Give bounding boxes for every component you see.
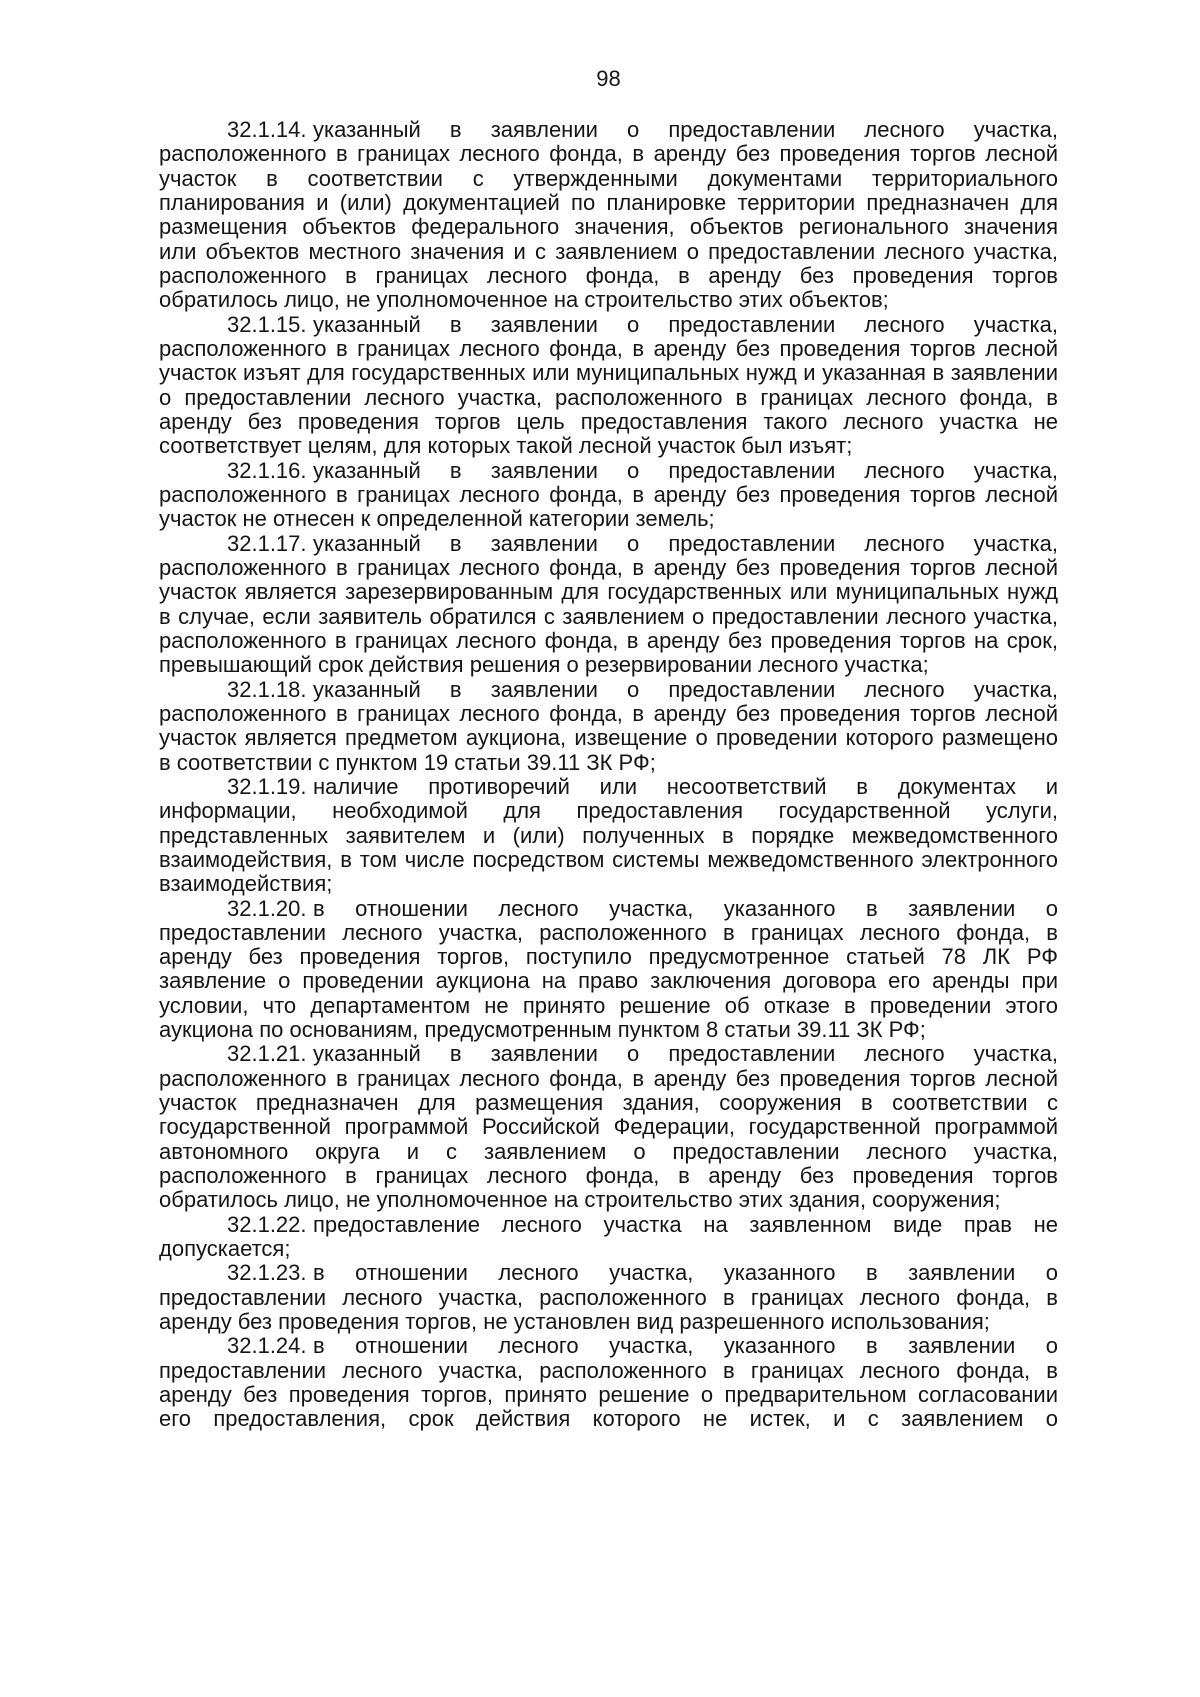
- clause-line: участок является предметом аукциона, извещение о проведении которого размещено: [159, 725, 1058, 751]
- clause-line: расположенного в границах лесного фонда, в аренду без проведения торгов: [159, 1163, 1058, 1189]
- clause-line: [159, 1261, 1058, 1285]
- clause-line: предоставлении лесного участка, расположенного в границах лесного фонда, в: [159, 1284, 1058, 1310]
- clause-line: аренду без проведения торгов, принято решение о предварительном согласовании: [159, 1382, 1058, 1408]
- clause-line: расположенного в границах лесного фонда, в аренду без проведения торгов лесной: [159, 335, 1058, 361]
- clause-line: расположенного в границах лесного фонда, в аренду без проведения торгов лесной: [159, 481, 1058, 507]
- clause-line: аренду без проведения торгов, поступило предусмотренное статьей 78 ЛК РФ: [159, 944, 1058, 970]
- clause-line: его предоставления, срок действия которого не истек, и с заявлением о: [159, 1406, 1058, 1432]
- clause-line: [159, 118, 1058, 142]
- clause-line: аренду без проведения торгов цель предоставления такого лесного участка не: [159, 408, 1058, 434]
- clause-text: в отношении лесного участка, указанного в заявлении о: [313, 1260, 1058, 1286]
- clause-line: [159, 1334, 1058, 1358]
- clause-line: участок в соответствии с утвержденными документами территориального: [159, 165, 1058, 191]
- clause-line: расположенного в границах лесного фонда, в аренду без проведения торгов лесной: [159, 1065, 1058, 1091]
- clause-line: [159, 897, 1058, 921]
- clause-line: аренду без проведения торгов, не установлен вид разрешенного использования;: [159, 1309, 990, 1335]
- clause-32-1-15: [159, 313, 1058, 459]
- clause-32-1-20: [159, 897, 1058, 1043]
- clause-line: [159, 1042, 1058, 1066]
- clause-number: 32.1.18.: [227, 676, 307, 702]
- clause-line: [159, 1213, 1058, 1237]
- clause-32-1-22: [159, 1213, 1058, 1262]
- clause-text: указанный в заявлении о предоставлении лесного участка,: [313, 311, 1058, 337]
- clause-32-1-19: [159, 775, 1058, 897]
- clause-line: предоставлении лесного участка, расположенного в границах лесного фонда, в: [159, 919, 1058, 945]
- clause-number: 32.1.24.: [227, 1333, 307, 1359]
- clause-32-1-18: [159, 678, 1058, 775]
- clause-text: указанный в заявлении о предоставлении лесного участка,: [313, 457, 1058, 483]
- clause-32-1-21: [159, 1042, 1058, 1212]
- clause-line: в соответствии с пунктом 19 статьи 39.11 ЗК РФ;: [159, 749, 656, 775]
- clause-line: [159, 459, 1058, 483]
- clause-line: условии, что департаментом не принято решение об отказе в проведении этого: [159, 992, 1058, 1018]
- clause-number: 32.1.21.: [227, 1041, 307, 1067]
- clause-number: 32.1.16.: [227, 457, 307, 483]
- clause-line: или объектов местного значения и с заявлением о предоставлении лесного участка,: [159, 238, 1058, 264]
- clause-text: указанный в заявлении о предоставлении лесного участка,: [313, 117, 1058, 142]
- clause-line: [159, 313, 1058, 337]
- clause-number: 32.1.20.: [227, 895, 307, 921]
- clause-line: участок является зарезервированным для государственных или муниципальных нужд: [159, 579, 1058, 605]
- clause-line: [159, 532, 1058, 556]
- clause-line: расположенного в границах лесного фонда, в аренду без проведения торгов: [159, 262, 1058, 288]
- clause-line: участок изъят для государственных или муниципальных нужд и указанная в заявлении: [159, 360, 1058, 386]
- clause-line: заявление о проведении аукциона на право заключения договора его аренды при: [159, 968, 1058, 994]
- clause-number: 32.1.14.: [227, 117, 307, 142]
- clause-line: взаимодействия;: [159, 871, 333, 897]
- clause-line: расположенного в границах лесного фонда, в аренду без проведения торгов на срок,: [159, 627, 1058, 653]
- clause-32-1-23: [159, 1261, 1058, 1334]
- clause-line: допускается;: [159, 1236, 291, 1262]
- clause-line: аукциона по основаниям, предусмотренным пунктом 8 статьи 39.11 ЗК РФ;: [159, 1017, 926, 1043]
- clause-text: предоставление лесного участка на заявленном виде прав не: [313, 1211, 1058, 1237]
- clause-number: 32.1.17.: [227, 530, 307, 556]
- clause-line: в случае, если заявитель обратился с заявлением о предоставлении лесного участка,: [159, 603, 1058, 629]
- clause-line: соответствует целям, для которых такой лесной участок был изъят;: [159, 433, 853, 459]
- clause-line: [159, 678, 1058, 702]
- clause-line: обратилось лицо, не уполномоченное на строительство этих здания, сооружения;: [159, 1187, 1001, 1213]
- document-body: [159, 118, 1058, 1432]
- clause-text: указанный в заявлении о предоставлении лесного участка,: [313, 676, 1058, 702]
- clause-line: планирования и (или) документацией по планировке территории предназначен для: [159, 189, 1058, 215]
- clause-line: автономного округа и с заявлением о предоставлении лесного участка,: [159, 1138, 1058, 1164]
- clause-32-1-24: [159, 1334, 1058, 1431]
- clause-32-1-17: [159, 532, 1058, 678]
- clause-32-1-16: [159, 459, 1058, 532]
- clause-line: о предоставлении лесного участка, расположенного в границах лесного фонда, в: [159, 384, 1058, 410]
- clause-text: в отношении лесного участка, указанного в заявлении о: [313, 1333, 1058, 1359]
- clause-line: [159, 775, 1058, 799]
- clause-text: в отношении лесного участка, указанного в заявлении о: [313, 895, 1058, 921]
- clause-number: 32.1.19.: [227, 773, 307, 799]
- clause-line: участок не отнесен к определенной категории земель;: [159, 506, 715, 532]
- clause-text: указанный в заявлении о предоставлении лесного участка,: [313, 530, 1058, 556]
- clause-line: расположенного в границах лесного фонда, в аренду без проведения торгов лесной: [159, 554, 1058, 580]
- clause-line: размещения объектов федерального значения, объектов регионального значения: [159, 214, 1058, 240]
- page-number: 98: [596, 66, 621, 91]
- clause-text: указанный в заявлении о предоставлении лесного участка,: [313, 1041, 1058, 1067]
- clause-line: взаимодействия, в том числе посредством системы межведомственного электронного: [159, 846, 1058, 872]
- clause-line: участок предназначен для размещения здания, сооружения в соответствии с: [159, 1090, 1058, 1116]
- clause-number: 32.1.15.: [227, 311, 307, 337]
- clause-line: информации, необходимой для предоставления государственной услуги,: [159, 798, 1058, 824]
- clause-line: государственной программой Российской Федерации, государственной программой: [159, 1114, 1058, 1140]
- clause-32-1-14: [159, 118, 1058, 313]
- clause-line: расположенного в границах лесного фонда, в аренду без проведения торгов лесной: [159, 141, 1058, 167]
- clause-line: превышающий срок действия решения о резервировании лесного участка;: [159, 652, 929, 678]
- clause-line: обратилось лицо, не уполномоченное на строительство этих объектов;: [159, 287, 889, 313]
- clause-number: 32.1.23.: [227, 1260, 307, 1286]
- clause-number: 32.1.22.: [227, 1211, 307, 1237]
- clause-line: предоставлении лесного участка, расположенного в границах лесного фонда, в: [159, 1357, 1058, 1383]
- clause-line: представленных заявителем и (или) полученных в порядке межведомственного: [159, 822, 1058, 848]
- clause-text: наличие противоречий или несоответствий в документах и: [313, 773, 1058, 799]
- clause-line: расположенного в границах лесного фонда, в аренду без проведения торгов лесной: [159, 700, 1058, 726]
